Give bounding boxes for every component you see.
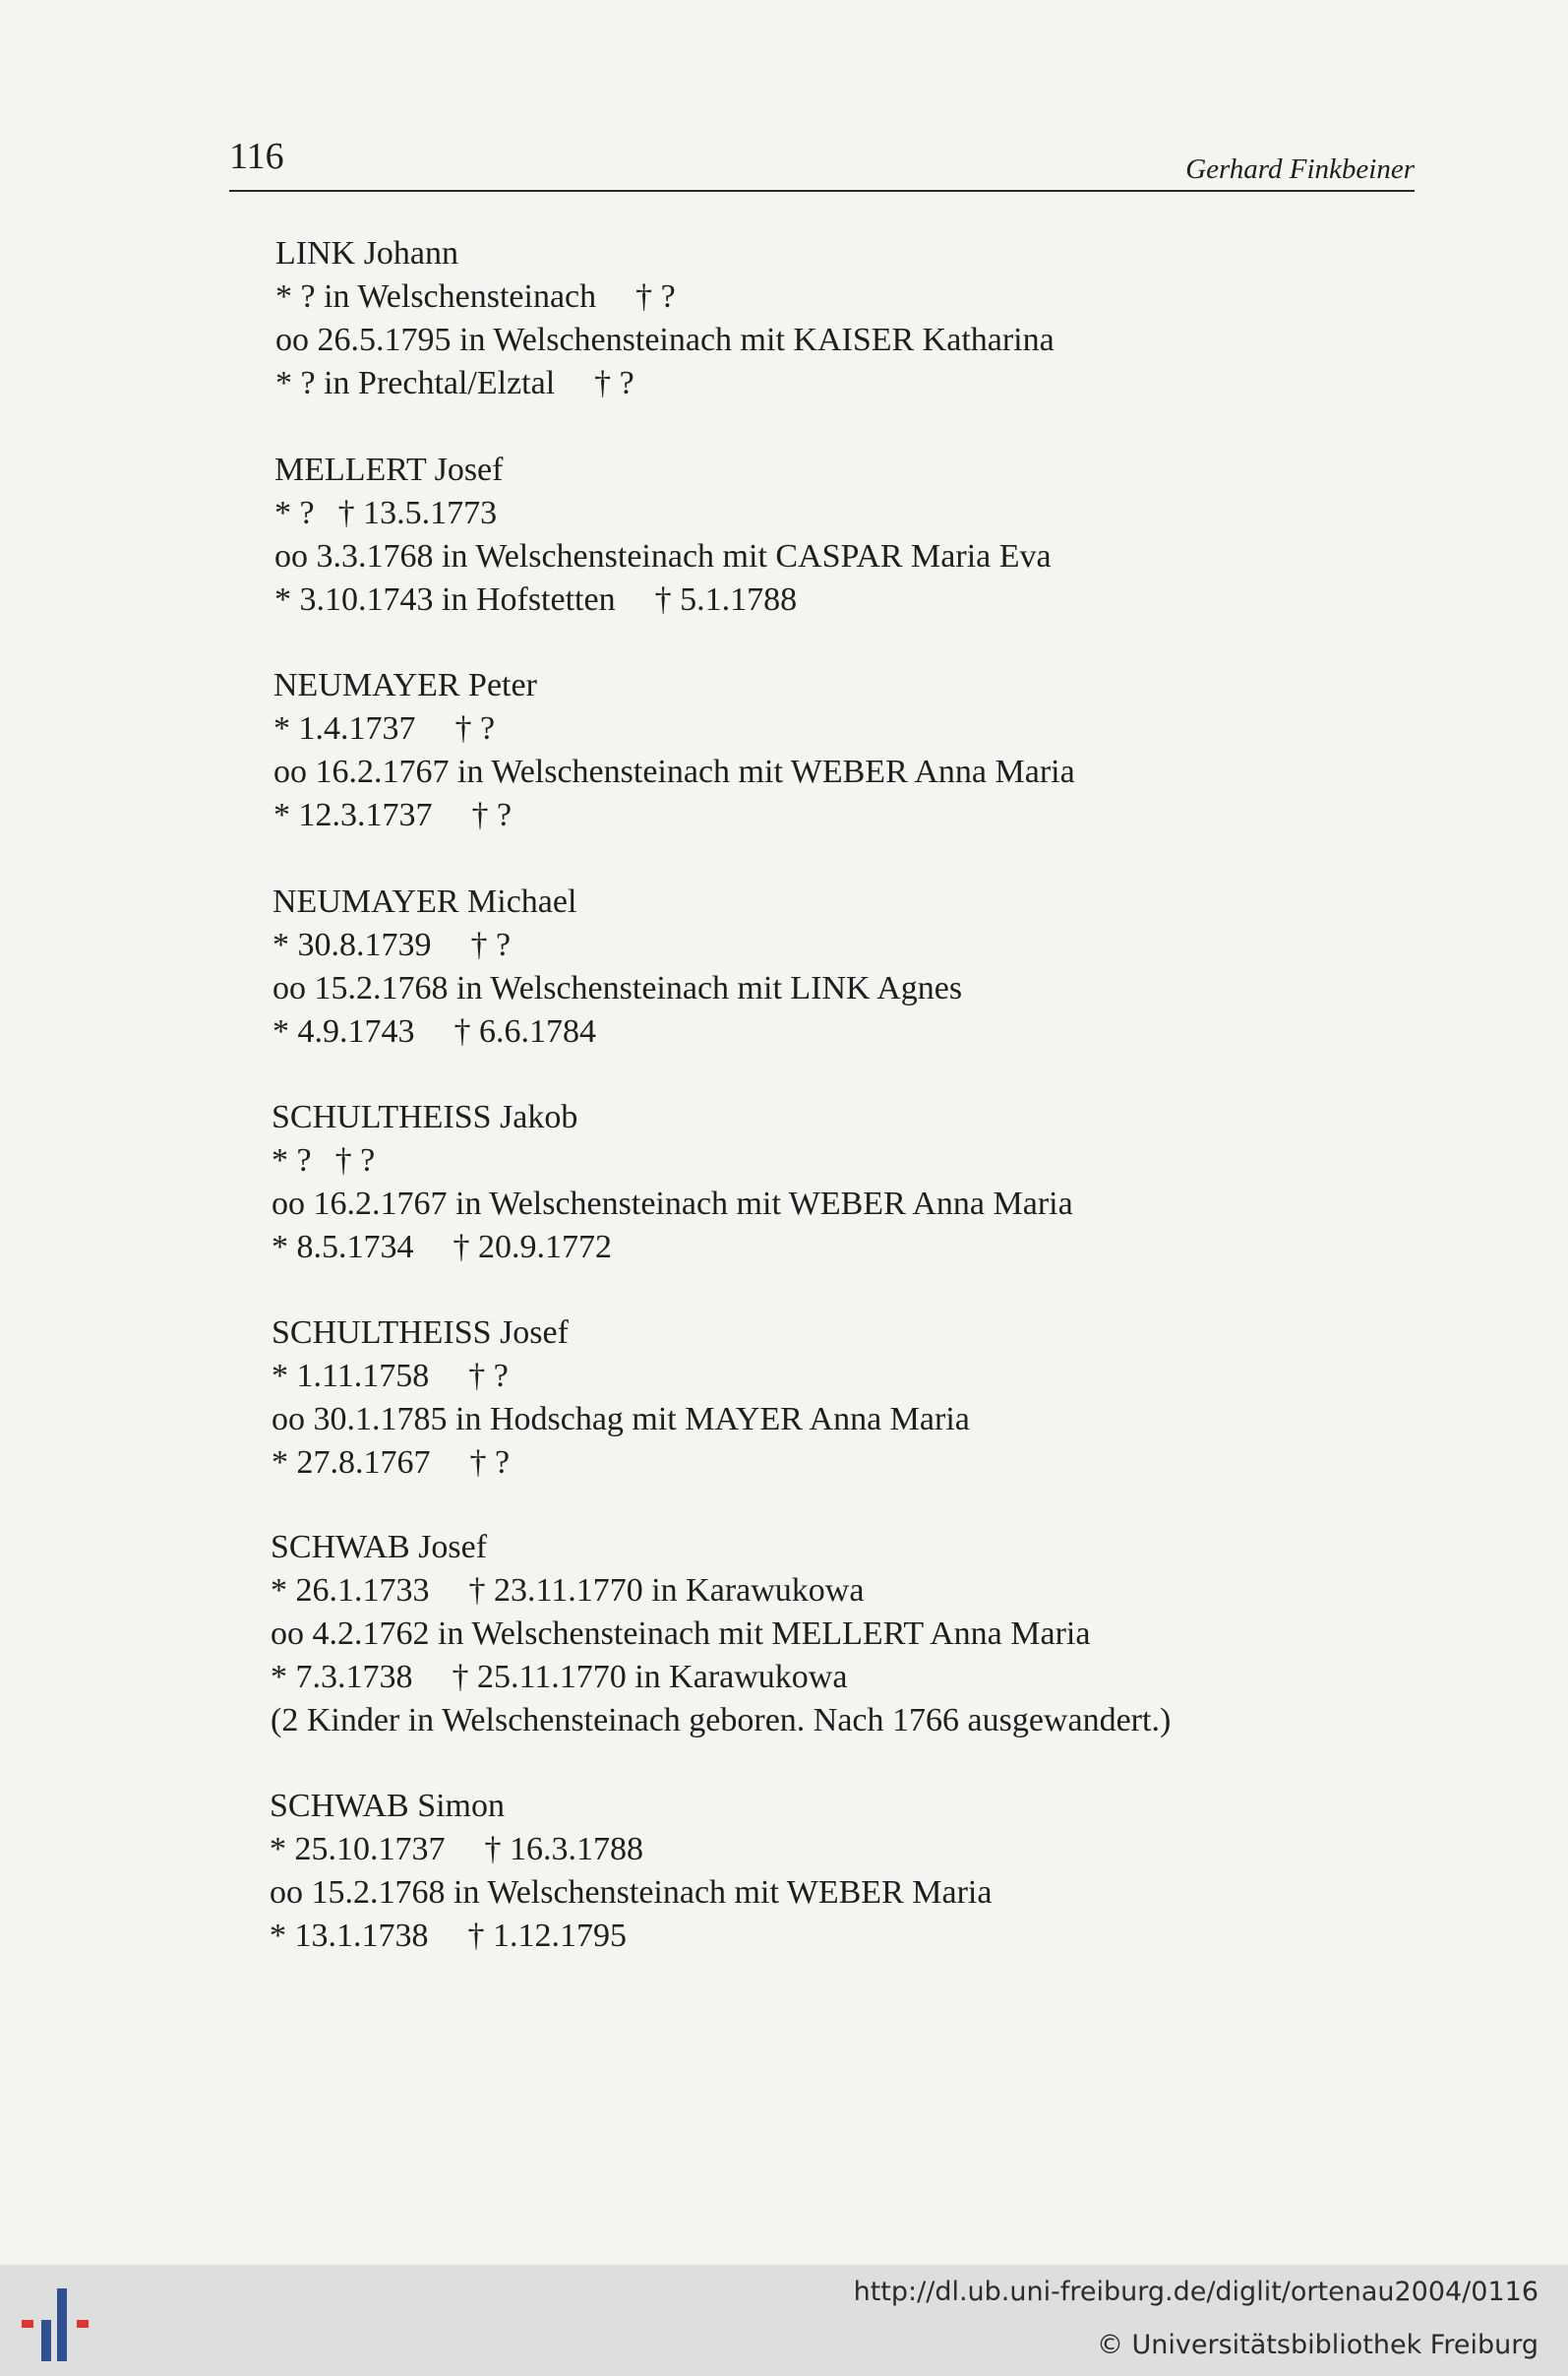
entry-born: * 30.8.1739 [272, 927, 432, 963]
entry-marriage: oo 26.5.1795 in Welschensteinach mit KAISER Katharina [275, 322, 1055, 358]
entry-name: NEUMAYER Peter [273, 667, 537, 703]
spouse-birth-death [270, 1915, 992, 1958]
spouse-died: † 5.1.1788 [654, 581, 798, 618]
genealogy-entry [270, 1785, 992, 1958]
genealogy-entry [274, 449, 1052, 622]
spouse-died: † 1.12.1795 [467, 1918, 627, 1954]
logo-red-right [77, 2320, 89, 2328]
logo-blue-bar-left [41, 2320, 51, 2361]
spouse-born: * 8.5.1734 [271, 1229, 414, 1265]
spouse-birth-death [272, 1010, 962, 1054]
entry-died: † ? [454, 710, 496, 747]
entry-birth-death [274, 492, 1052, 535]
logo-red-left [22, 2320, 33, 2328]
entry-born: * ? [271, 1142, 312, 1179]
entry-died: † 16.3.1788 [484, 1831, 643, 1867]
entry-born: * 26.1.1733 [271, 1572, 430, 1609]
genealogy-entry [272, 881, 962, 1054]
entry-birth-death [270, 1828, 992, 1871]
spouse-born: * 27.8.1767 [271, 1444, 431, 1481]
spouse-died: † 20.9.1772 [452, 1229, 612, 1265]
entry-birth-death [275, 275, 1055, 319]
running-head-author: Gerhard Finkbeiner [1185, 153, 1415, 185]
genealogy-entry [273, 664, 1075, 837]
entry-marriage: oo 4.2.1762 in Welschensteinach mit MELLERT Anna Maria [271, 1615, 1091, 1652]
entry-name: SCHULTHEISS Jakob [271, 1099, 578, 1135]
header-rule [229, 190, 1415, 192]
entry-marriage: oo 15.2.1768 in Welschensteinach mit LINK Agnes [272, 970, 963, 1006]
entry-name: LINK Johann [275, 235, 459, 272]
page-number: 116 [229, 136, 284, 177]
entry-died: † 13.5.1773 [337, 495, 498, 531]
entry-born: * 1.4.1737 [273, 710, 416, 747]
entry-name: SCHWAB Josef [271, 1529, 488, 1565]
spouse-born: * 13.1.1738 [270, 1918, 429, 1954]
entry-marriage: oo 3.3.1768 in Welschensteinach mit CASPAR Maria Eva [274, 538, 1052, 575]
entry-died: † ? [470, 927, 512, 963]
spouse-birth-death [271, 1656, 1171, 1699]
genealogy-entry [271, 1096, 1073, 1269]
genealogy-entry [271, 1526, 1171, 1742]
entry-marriage: oo 15.2.1768 in Welschensteinach mit WEBER Maria [270, 1874, 993, 1911]
spouse-born: * ? in Prechtal/Elztal [275, 365, 556, 401]
entry-born: * ? [274, 495, 315, 531]
entry-name: NEUMAYER Michael [272, 883, 577, 920]
entry-birth-death [272, 924, 962, 967]
spouse-born: * 12.3.1737 [273, 797, 433, 833]
entry-marriage: oo 16.2.1767 in Welschensteinach mit WEBER Anna Maria [271, 1186, 1073, 1222]
spouse-birth-death [271, 1441, 970, 1485]
genealogy-entry [271, 1311, 970, 1485]
genealogy-entry [275, 232, 1055, 405]
entry-marriage: oo 16.2.1767 in Welschensteinach mit WEBER Anna Maria [273, 754, 1075, 790]
spouse-born: * 7.3.1738 [271, 1659, 413, 1695]
entry-name: SCHULTHEISS Josef [271, 1314, 569, 1351]
entry-died: † ? [468, 1358, 509, 1394]
entry-birth-death [271, 1355, 970, 1398]
spouse-birth-death [275, 362, 1055, 405]
entry-died: † ? [334, 1142, 376, 1179]
entry-died: † ? [635, 278, 676, 315]
spouse-birth-death [271, 1226, 1073, 1269]
entry-birth-death [271, 1139, 1073, 1183]
entry-died: † 23.11.1770 in Karawukowa [468, 1572, 865, 1609]
spouse-died: † ? [594, 365, 634, 401]
entry-marriage: oo 30.1.1785 in Hodschag mit MAYER Anna Maria [271, 1401, 970, 1437]
copyright-notice: © Universitätsbibliothek Freiburg [1096, 2330, 1538, 2360]
entry-name: SCHWAB Simon [270, 1788, 505, 1824]
spouse-birth-death [273, 794, 1075, 837]
spouse-died: † ? [469, 1444, 511, 1481]
spouse-born: * 3.10.1743 in Hofstetten [274, 581, 616, 618]
spouse-died: † 6.6.1784 [453, 1013, 596, 1050]
entry-birth-death [273, 707, 1075, 751]
spouse-died: † ? [471, 797, 513, 833]
spouse-birth-death [274, 579, 1052, 622]
permalink-url[interactable]: http://dl.ub.uni-freiburg.de/diglit/ortenau2004/0116 [853, 2277, 1538, 2307]
entry-note: (2 Kinder in Welschensteinach geboren. Nach 1766 ausgewandert.) [271, 1702, 1172, 1738]
library-logo-icon [20, 2281, 98, 2363]
entry-born: * 25.10.1737 [270, 1831, 446, 1867]
entry-born: * 1.11.1758 [271, 1358, 430, 1394]
entry-born: * ? in Welschensteinach [275, 278, 597, 315]
logo-blue-bar-right [57, 2288, 67, 2361]
entry-name: MELLERT Josef [274, 452, 504, 488]
spouse-died: † 25.11.1770 in Karawukowa [452, 1659, 848, 1695]
spouse-born: * 4.9.1743 [272, 1013, 415, 1050]
entry-birth-death [271, 1569, 1171, 1613]
